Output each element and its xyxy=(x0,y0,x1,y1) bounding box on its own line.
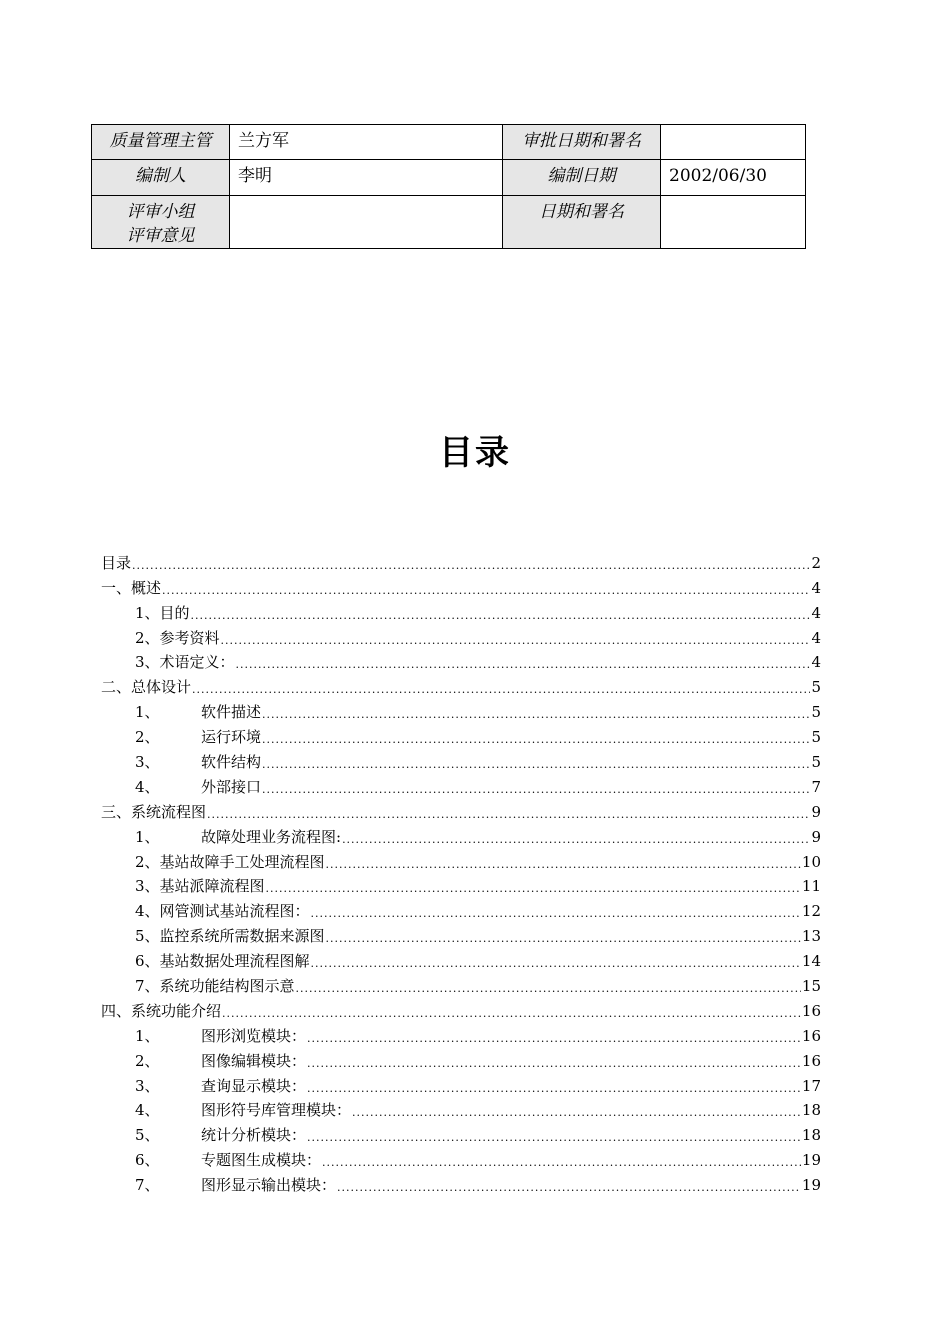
toc-dot-leader xyxy=(262,783,810,797)
approve-label: 审批日期和署名 xyxy=(503,125,661,160)
toc-entry-text: 5、监控系统所需数据来源图 xyxy=(135,927,325,946)
toc-entry[interactable] xyxy=(101,1021,821,1046)
toc-dot-leader xyxy=(296,982,801,996)
toc-entry-number: 2、 xyxy=(135,728,160,747)
toc-entry-label xyxy=(135,1026,306,1046)
toc-dot-leader xyxy=(337,1181,801,1195)
toc-entry-label xyxy=(101,553,131,573)
toc-dot-leader xyxy=(236,658,811,672)
toc-entry[interactable] xyxy=(101,822,821,847)
toc-entry[interactable] xyxy=(101,747,821,772)
toc-entry-text: 图像编辑模块： xyxy=(201,1051,307,1070)
toc-dot-leader xyxy=(266,882,801,896)
toc-entry[interactable] xyxy=(101,672,821,697)
toc-entry-text: 统计分析模块： xyxy=(201,1126,307,1145)
toc-dot-leader xyxy=(262,758,810,772)
toc-entry-number: 5、 xyxy=(135,1126,160,1145)
toc-entry[interactable] xyxy=(101,847,821,872)
toc-entry[interactable] xyxy=(101,921,821,946)
toc-dot-leader xyxy=(191,609,811,623)
toc-entry-page: 17 xyxy=(801,1076,821,1095)
toc-entry[interactable] xyxy=(101,548,821,573)
toc-entry-text: 四、系统功能介绍 xyxy=(101,1001,222,1020)
toc-dot-leader xyxy=(307,1131,801,1145)
toc-entry[interactable] xyxy=(101,1170,821,1195)
toc-dot-leader xyxy=(326,858,801,872)
qa-lead-label: 质量管理主管 xyxy=(92,125,230,160)
toc-entry[interactable] xyxy=(101,1046,821,1071)
toc-entry[interactable] xyxy=(101,573,821,598)
toc-entry-page: 4 xyxy=(811,628,821,647)
toc-dot-leader xyxy=(162,584,810,598)
toc-entry-label xyxy=(101,802,206,822)
toc-entry-text: 二、总体设计 xyxy=(101,678,192,697)
toc-entry-label xyxy=(135,702,261,722)
toc-entry[interactable] xyxy=(101,1071,821,1096)
toc-entry[interactable] xyxy=(101,896,821,921)
toc-entry-label xyxy=(135,1051,306,1071)
toc-entry-text: 图形浏览模块： xyxy=(201,1026,307,1045)
approval-row-review xyxy=(92,196,806,249)
toc-entry-label xyxy=(135,727,261,747)
toc-dot-leader xyxy=(221,634,811,648)
toc-entry-page: 15 xyxy=(801,977,821,996)
toc-dot-leader xyxy=(342,833,810,847)
toc-dot-leader xyxy=(262,708,810,722)
toc-entry[interactable] xyxy=(101,1096,821,1121)
approve-value xyxy=(661,125,806,160)
author-value: 李明 xyxy=(230,160,503,196)
date-label: 编制日期 xyxy=(503,160,661,196)
toc-entry-page: 2 xyxy=(811,553,821,572)
toc-entry-text: 3、术语定义： xyxy=(135,653,235,672)
toc-dot-leader xyxy=(352,1106,801,1120)
toc-entry-text: 目录 xyxy=(101,553,132,572)
toc-entry-label xyxy=(135,652,235,672)
toc-entry-text: 7、系统功能结构图示意 xyxy=(135,977,295,996)
toc-entry-number: 6、 xyxy=(135,1151,160,1170)
toc-entry[interactable] xyxy=(101,697,821,722)
toc-entry[interactable] xyxy=(101,1120,821,1145)
toc-entry-label xyxy=(135,1100,351,1120)
toc-entry-page: 5 xyxy=(811,703,821,722)
toc-entry-page: 10 xyxy=(801,852,821,871)
approval-row-author xyxy=(92,160,806,196)
toc-entry-text: 2、基站故障手工处理流程图 xyxy=(135,852,325,871)
toc-entry-page: 16 xyxy=(801,1001,821,1020)
toc-entry-text: 专题图生成模块： xyxy=(201,1151,322,1170)
author-label: 编制人 xyxy=(92,160,230,196)
toc-entry-page: 9 xyxy=(811,802,821,821)
toc-entry-number: 1、 xyxy=(135,703,160,722)
toc-dot-leader xyxy=(307,1032,801,1046)
toc-entry-label xyxy=(135,827,341,847)
toc-entry[interactable] xyxy=(101,996,821,1021)
toc-entry-number: 1、 xyxy=(135,827,160,846)
toc-entry-label xyxy=(135,951,310,971)
toc-entry-page: 5 xyxy=(811,678,821,697)
toc-dot-leader xyxy=(192,683,810,697)
approval-row-qa xyxy=(92,125,806,160)
toc-entry-label xyxy=(135,777,261,797)
toc-dot-leader xyxy=(311,957,801,971)
review-group-value xyxy=(230,196,503,249)
toc-dot-leader xyxy=(132,559,810,573)
toc-entry-text: 图形符号库管理模块： xyxy=(201,1101,352,1120)
toc-entry-page: 4 xyxy=(811,578,821,597)
review-group-label xyxy=(92,196,230,249)
date-value: 2002/06/30 xyxy=(661,160,806,196)
toc-entry-text: 1、目的 xyxy=(135,603,190,622)
toc-entry[interactable] xyxy=(101,623,821,648)
toc-entry-label xyxy=(135,1175,336,1195)
toc-entry-label xyxy=(135,901,310,921)
toc-dot-leader xyxy=(311,907,801,921)
toc-entry-label xyxy=(101,578,161,598)
review-date-value xyxy=(661,196,806,249)
toc-entry-label xyxy=(101,1001,221,1021)
qa-lead-value: 兰方军 xyxy=(230,125,503,160)
toc-entry-text: 外部接口 xyxy=(201,777,262,796)
toc-entry[interactable] xyxy=(101,722,821,747)
toc-entry-text: 图形显示输出模块： xyxy=(201,1176,337,1195)
toc-entry-text: 3、基站派障流程图 xyxy=(135,877,265,896)
toc-entry-number: 4、 xyxy=(135,1101,160,1120)
toc-entry-page: 5 xyxy=(811,728,821,747)
toc-dot-leader xyxy=(307,1057,801,1071)
toc-entry[interactable] xyxy=(101,1145,821,1170)
toc-entry-label xyxy=(135,926,325,946)
toc-entry-text: 一、概述 xyxy=(101,578,162,597)
toc-entry-page: 18 xyxy=(801,1126,821,1145)
toc-entry-number: 3、 xyxy=(135,1076,160,1095)
toc-dot-leader xyxy=(262,733,810,747)
toc-entry-page: 14 xyxy=(801,952,821,971)
toc-entry-text: 软件结构 xyxy=(201,753,262,772)
toc-entry-text: 6、基站数据处理流程图解 xyxy=(135,952,310,971)
toc-entry-text: 故障处理业务流程图: xyxy=(201,827,342,846)
toc-entry-number: 1、 xyxy=(135,1026,160,1045)
toc-entry-page: 4 xyxy=(811,653,821,672)
toc-entry-text: 三、系统流程图 xyxy=(101,802,207,821)
review-date-label: 日期和署名 xyxy=(503,196,661,249)
table-of-contents xyxy=(101,548,821,1195)
toc-entry[interactable] xyxy=(101,872,821,897)
toc-dot-leader xyxy=(326,932,801,946)
toc-entry-page: 18 xyxy=(801,1101,821,1120)
toc-entry[interactable] xyxy=(101,946,821,971)
toc-entry-page: 5 xyxy=(811,753,821,772)
toc-entry-page: 16 xyxy=(801,1051,821,1070)
toc-dot-leader xyxy=(207,808,810,822)
toc-entry-page: 9 xyxy=(811,827,821,846)
toc-entry-page: 7 xyxy=(811,777,821,796)
review-group-line2: 评审意见 xyxy=(126,226,195,246)
toc-entry-page: 19 xyxy=(801,1151,821,1170)
review-group-line1: 评审小组 xyxy=(126,202,195,222)
toc-entry-text: 4、网管测试基站流程图： xyxy=(135,902,310,921)
toc-entry-text: 运行环境 xyxy=(201,728,262,747)
toc-entry[interactable] xyxy=(101,797,821,822)
toc-entry-label xyxy=(135,603,190,623)
toc-entry-number: 4、 xyxy=(135,777,160,796)
toc-entry-label xyxy=(135,752,261,772)
toc-entry[interactable] xyxy=(101,598,821,623)
toc-entry-number: 7、 xyxy=(135,1176,160,1195)
toc-entry-label xyxy=(135,628,220,648)
toc-dot-leader xyxy=(222,1007,801,1021)
toc-entry-label xyxy=(135,852,325,872)
toc-entry-label xyxy=(135,876,265,896)
toc-entry-label xyxy=(135,1150,321,1170)
toc-entry-label xyxy=(101,677,191,697)
toc-entry-page: 12 xyxy=(801,902,821,921)
toc-dot-leader xyxy=(322,1156,801,1170)
toc-entry-text: 软件描述 xyxy=(201,703,262,722)
toc-entry-number: 2、 xyxy=(135,1051,160,1070)
toc-entry-label xyxy=(135,976,295,996)
toc-entry-number: 3、 xyxy=(135,753,160,772)
toc-entry-page: 19 xyxy=(801,1176,821,1195)
toc-entry-text: 2、参考资料 xyxy=(135,628,220,647)
toc-entry-page: 16 xyxy=(801,1026,821,1045)
toc-entry-page: 13 xyxy=(801,927,821,946)
approval-table xyxy=(91,124,806,249)
toc-entry-label xyxy=(135,1076,306,1096)
toc-title: 目录 xyxy=(439,433,511,473)
toc-entry-page: 11 xyxy=(801,877,821,896)
toc-entry[interactable] xyxy=(101,648,821,673)
toc-dot-leader xyxy=(307,1082,801,1096)
toc-entry-label xyxy=(135,1125,306,1145)
toc-entry-page: 4 xyxy=(811,603,821,622)
toc-entry-text: 查询显示模块： xyxy=(201,1076,307,1095)
toc-entry[interactable] xyxy=(101,971,821,996)
toc-entry[interactable] xyxy=(101,772,821,797)
